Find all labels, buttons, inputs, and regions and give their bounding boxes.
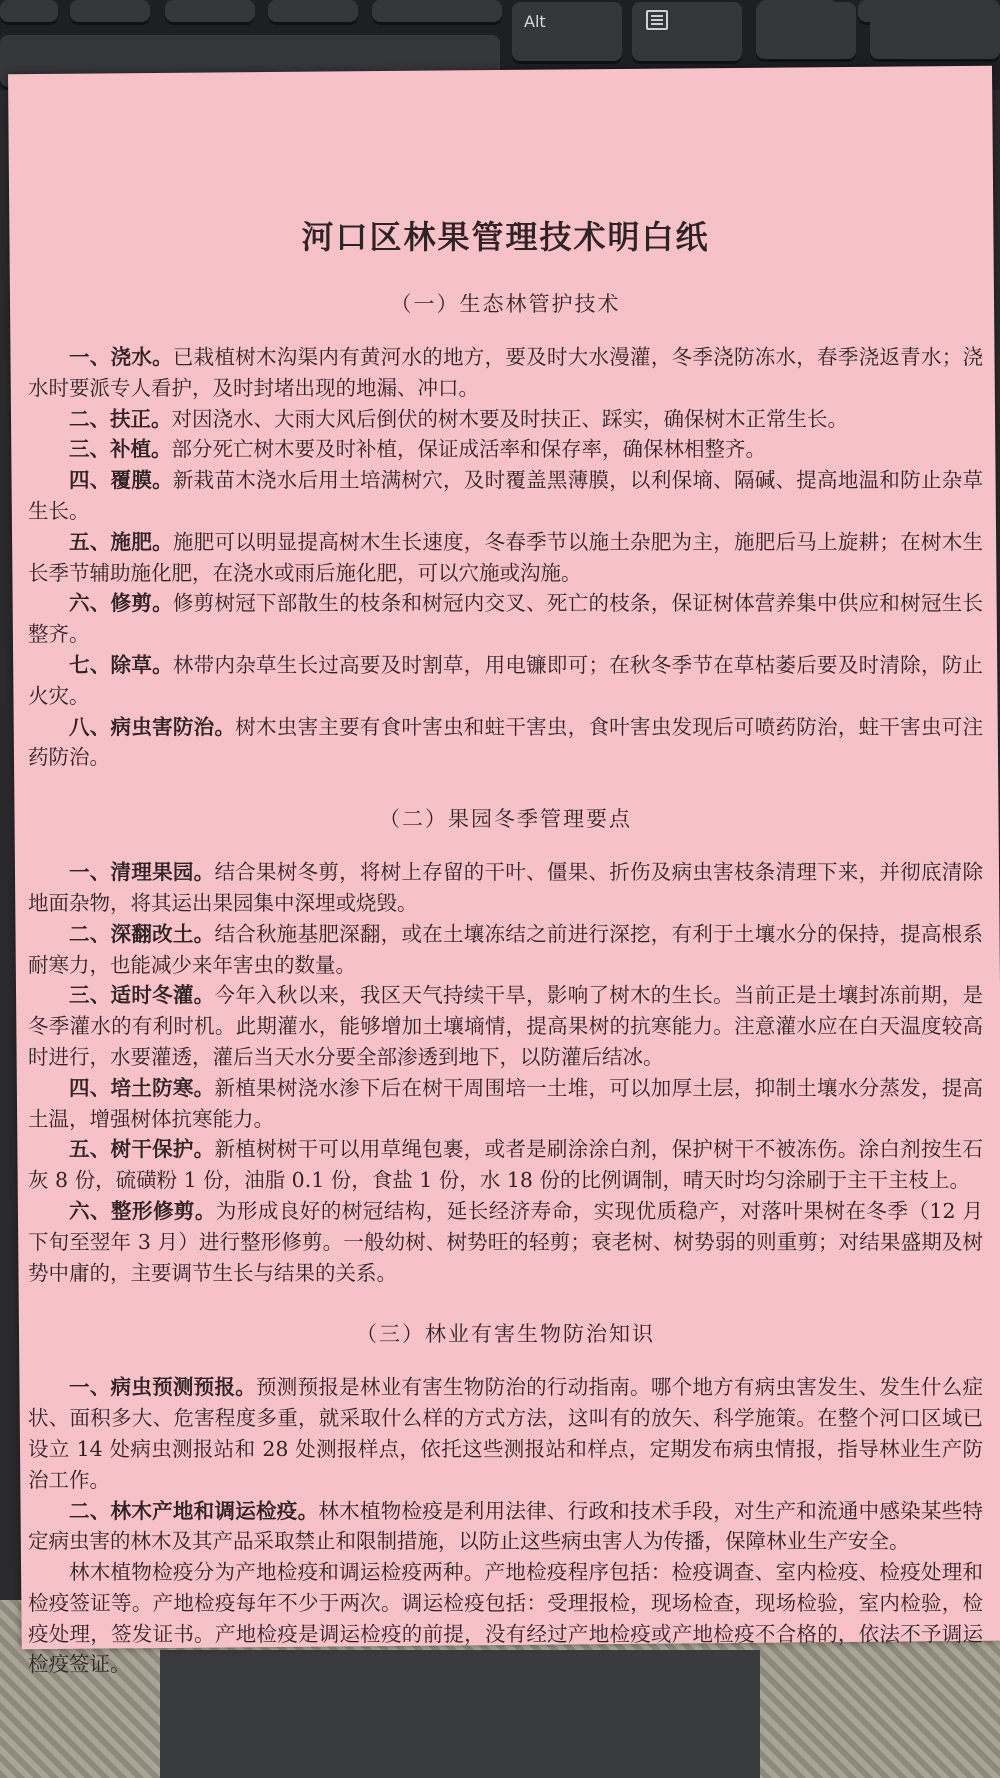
paragraph-body: 新植果树浇水渗下后在树干周围培一土堆，可以加厚土层，抑制土壤水分蒸发，提高土温，增强树体抗寒能力。	[28, 1075, 983, 1131]
paragraph	[28, 919, 983, 981]
paragraph-lead: 一、清理果园。	[69, 860, 215, 885]
paragraph	[28, 1073, 983, 1135]
paragraph-body: 预测预报是林业有害生物防治的行动指南。哪个地方有病虫害发生、发生什么症状、面积多大、危害程度多重，就采取什么样的方式方法，这叫有的放矢、科学施策。在整个河口区域已设立 14 处病虫测报站和 28 处测报样点，依托这些测报站和样点，定期发布病虫情报，指导林业生产防治工作。	[28, 1375, 984, 1492]
paragraph-body: 结合秋施基肥深翻，或在土壤冻结之前进行深挖，有利于土壤水分的保持，提高根系耐寒力，也能减少来年害虫的数量。	[28, 921, 983, 977]
paragraph-body: 新植树树干可以用草绳包裹，或者是刷涂涂白剂，保护树干不被冻伤。涂白剂按生石灰 8 份，硫磺粉 1 份，油脂 0.1 份，食盐 1 份，水 18 份的比例调制，晴天时均匀涂刷于主干主枝上。	[28, 1137, 983, 1193]
paragraph-body: 修剪树冠下部散生的枝条和树冠内交叉、死亡的枝条，保证树体营养集中供应和树冠生长整齐。	[28, 591, 984, 647]
paragraph	[28, 527, 983, 589]
paragraph	[28, 404, 983, 435]
document	[28, 130, 983, 1680]
paragraph-lead: 二、深翻改土。	[69, 921, 215, 946]
paragraph	[28, 857, 983, 919]
paragraph-lead: 二、扶正。	[69, 406, 172, 431]
paragraph	[28, 712, 983, 774]
key	[756, 2, 856, 62]
paragraph-lead: 六、修剪。	[69, 591, 173, 616]
paragraph	[28, 1196, 983, 1288]
paragraph-body: 部分死亡树木要及时补植，保证成活率和保存率，确保林相整齐。	[171, 437, 766, 462]
paragraph	[28, 588, 983, 650]
key	[372, 0, 502, 25]
paragraph-lead: 六、整形修剪。	[69, 1198, 216, 1223]
paragraph	[28, 1496, 983, 1558]
paragraph-lead: 五、树干保护。	[69, 1137, 215, 1162]
document-sections	[28, 288, 983, 1680]
paragraph-lead: 七、除草。	[69, 652, 173, 677]
alt-key	[512, 2, 622, 64]
paragraph-lead: 二、林木产地和调运检疫。	[69, 1498, 319, 1523]
key	[165, 0, 255, 25]
paragraph-body: 新栽苗木浇水后用土培满树穴，及时覆盖黑薄膜，以利保墒、隔碱、提高地温和防止杂草生长。	[28, 468, 984, 523]
paragraph-lead: 三、适时冬灌。	[69, 983, 215, 1008]
paragraph-body: 树木虫害主要有食叶害虫和蛀干害虫，食叶害虫发现后可喷药防治，蛀干害虫可注药防治。	[28, 714, 983, 770]
section-heading: （一）生态林管护技术	[390, 292, 621, 316]
paragraph-body: 今年入秋以来，我区天气持续干旱，影响了树木的生长。当前正是土壤封冻前期，是冬季灌水的有利时机。此期灌水，能够增加土壤墒情，提高果树的抗寒能力。注意灌水应在白天温度较高时进行，水要灌透，灌后当天水分要全部渗透到地下，以防灌后结冰。	[28, 983, 983, 1069]
paragraph-body: 林木植物检疫分为产地检疫和调运检疫两种。产地检疫程序包括：检疫调查、室内检疫、检疫处理和检疫签证等。产地检疫每年不少于两次。调运检疫包括：受理报检，现场检查，现场检验，室内检验，检疫处理，签发证书。产地检疫是调运检疫的前提，没有经过产地检疫或产地检疫不合格的，依法不予调运检疫签证。	[28, 1560, 983, 1677]
paragraph-body: 结合果树冬剪，将树上存留的干叶、僵果、折伤及病虫害枝条清理下来，并彻底清除地面杂物，将其运出果园集中深埋或烧毁。	[28, 860, 983, 915]
document-title: 河口区林果管理技术明白纸	[301, 218, 710, 256]
menu-key	[632, 2, 742, 64]
paragraph-lead: 四、培土防寒。	[69, 1075, 215, 1100]
paragraph-body: 林带内杂草生长过高要及时割草，用电镰即可；在秋冬季节在草枯萎后要及时清除，防止火灾。	[28, 652, 984, 708]
paragraph-lead: 四、覆膜。	[69, 468, 173, 493]
paragraph	[28, 650, 983, 712]
section-heading: （三）林业有害生物防治知识	[356, 1322, 655, 1347]
menu-icon	[646, 10, 668, 30]
paragraph-lead: 一、浇水。	[69, 345, 173, 369]
paragraph-body: 对因浇水、大雨大风后倒伏的树木要及时扶正、踩实，确保树木正常生长。	[171, 406, 848, 431]
paragraph-body: 林木植物检疫是利用法律、行政和技术手段，对生产和流通中感染某些特定病虫害的林木及其产品采取禁止和限制措施，以防止这些病虫害人为传播，保障林业生产安全。	[28, 1498, 984, 1554]
section-heading: （二）果园冬季管理要点	[379, 807, 632, 832]
paragraph	[28, 1372, 983, 1495]
key	[268, 0, 358, 25]
paragraph-body: 施肥可以明显提高树木生长速度，冬春季节以施土杂肥为主，施肥后马上旋耕；在树木生长季节辅助施化肥，在浇水或雨后施化肥，可以穴施或沟施。	[28, 529, 984, 585]
paragraph-lead: 八、病虫害防治。	[69, 714, 236, 739]
paragraph-body: 为形成良好的树冠结构，延长经济寿命，实现优质稳产，对落叶果树在冬季（12 月下旬至翌年 3 月）进行整形修剪。一般幼树、树势旺的轻剪；衰老树、树势弱的则重剪；对结果盛期及树势中庸的，主要调节生长与结果的关系。	[28, 1198, 983, 1285]
paragraph-lead: 五、施肥。	[69, 529, 173, 554]
paragraph	[28, 1134, 983, 1196]
paragraph-lead: 三、补植。	[69, 437, 172, 462]
paragraph	[28, 465, 983, 527]
paragraph-lead: 一、病虫预测预报。	[69, 1375, 257, 1400]
paragraph-body: 已栽植树木沟渠内有黄河水的地方，要及时大水漫灌，冬季浇防冻水，春季浇返青水；浇水时要派专人看护，及时封堵出现的地漏、冲口。	[28, 345, 984, 400]
paragraph	[28, 342, 983, 404]
paragraph	[28, 434, 983, 465]
alt-key-label: Alt	[524, 12, 546, 31]
key	[0, 0, 58, 25]
key	[870, 2, 1000, 62]
paragraph	[28, 1557, 983, 1680]
paragraph	[28, 980, 983, 1072]
key	[70, 0, 150, 25]
